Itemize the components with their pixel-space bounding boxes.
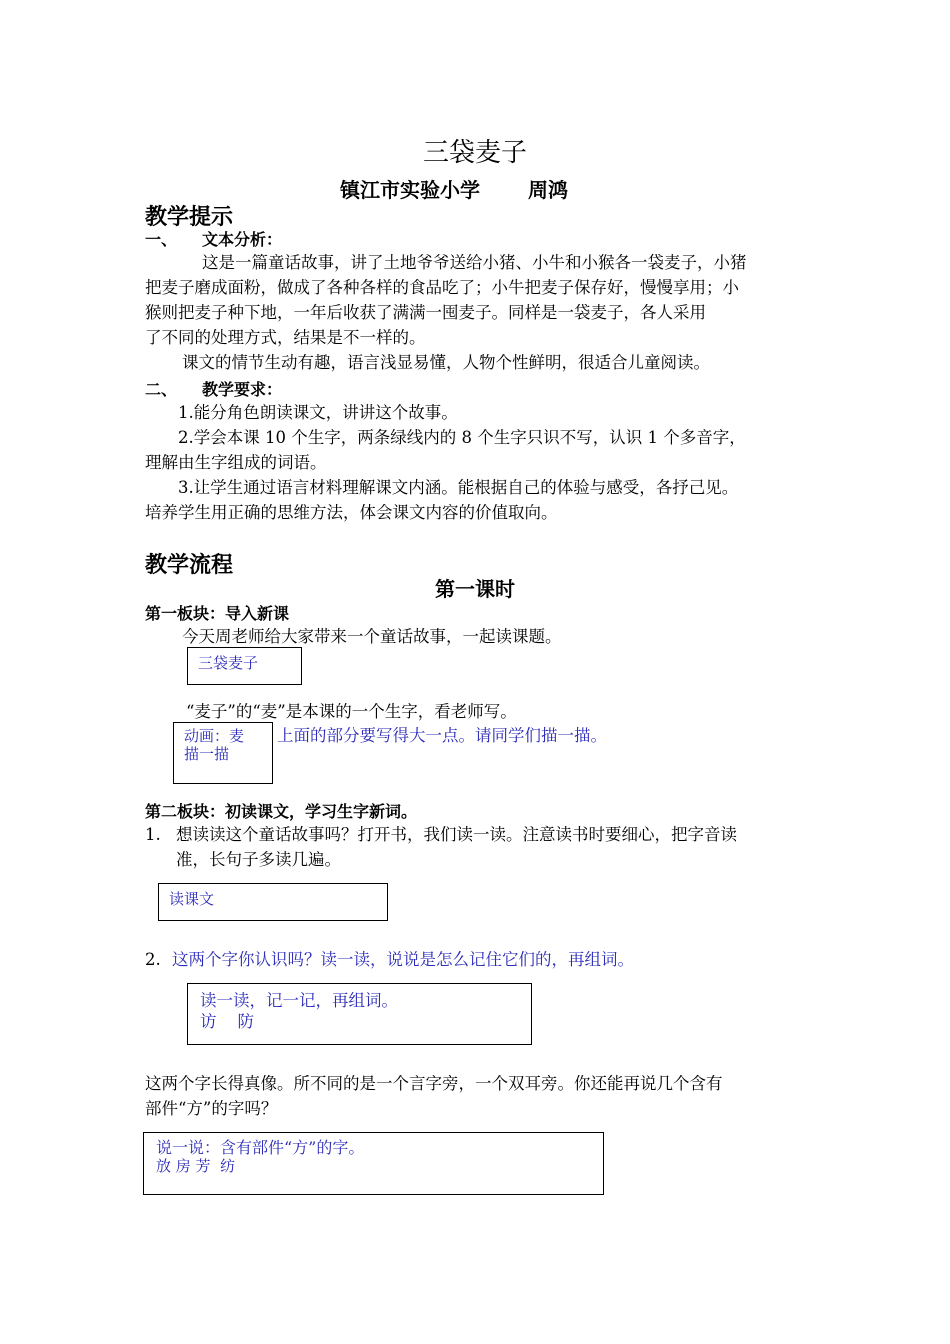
characters-box-line: 读一读，记一记，再组词。 — [200, 991, 398, 1010]
paragraph-line: 把麦子磨成面粉，做成了各种各样的食品吃了；小牛把麦子保存好，慢慢享用；小 — [145, 278, 739, 297]
block-2-title: 第二板块：初读课文，学习生字新词。 — [145, 802, 418, 821]
author-name: 周鸿 — [528, 178, 568, 202]
lesson-heading: 第一课时 — [435, 577, 515, 601]
section-heading-hints: 教学提示 — [145, 204, 234, 230]
paragraph-line: 这是一篇童话故事，讲了土地爷爷送给小猪、小牛和小猴各一袋麦子，小猪 — [202, 253, 747, 272]
fang-box-line: 说一说：含有部件“方”的字。 — [156, 1138, 365, 1157]
item-2-number: 2. — [145, 950, 161, 969]
characters-box-line: 访 防 — [200, 1012, 254, 1031]
section-2-title: 教学要求： — [202, 380, 283, 399]
animation-box — [173, 722, 273, 784]
requirement-3-line: 培养学生用正确的思维方法，体会课文内容的价值取向。 — [145, 503, 558, 522]
block-1-text: “麦子”的“麦”是本课的一个生字，看老师写。 — [186, 702, 517, 721]
block-1-text: 今天周老师给大家带来一个童话故事，一起读课题。 — [182, 627, 562, 646]
requirement-2-line: 理解由生字组成的词语。 — [145, 453, 327, 472]
animation-box-line: 描一描 — [184, 745, 230, 763]
item-2-text: 这两个字你认识吗？读一读，说说是怎么记住它们的，再组词。 — [172, 950, 634, 969]
paragraph-line: 部件“方”的字吗？ — [145, 1099, 278, 1118]
fang-component-box — [143, 1132, 604, 1195]
paragraph-line: 这两个字长得真像。所不同的是一个言字旁，一个双耳旁。你还能再说几个含有 — [145, 1074, 723, 1093]
title-box — [187, 647, 302, 685]
animation-box-line: 动画：麦 — [184, 727, 245, 745]
requirement-1: 1.能分角色朗读课文，讲讲这个故事。 — [178, 403, 458, 422]
requirement-3-line: 3.让学生通过语言材料理解课文内涵。能根据自己的体验与感受，各抒己见。 — [178, 478, 739, 497]
section-1-number: 一、 — [145, 230, 178, 249]
paragraph-line: 猴则把麦子种下地，一年后收获了满满一囤麦子。同样是一袋麦子，各人采用 — [145, 303, 706, 322]
block-1-title: 第一板块：导入新课 — [145, 604, 290, 623]
paragraph-line: 了不同的处理方式，结果是不一样的。 — [145, 328, 426, 347]
requirement-2-line: 2.学会本课 10 个生字，两条绿线内的 8 个生字只识不写，认识 1 个多音字， — [178, 428, 746, 447]
section-2-number: 二、 — [145, 380, 178, 399]
author-line — [340, 174, 568, 203]
author-school: 镇江市实验小学 — [340, 178, 480, 202]
item-1-line: 想读读这个童话故事吗？打开书，我们读一读。注意读书时要细心，把字音读 — [176, 825, 737, 844]
fang-box-line: 放 房 芳 纺 — [156, 1157, 236, 1175]
block-1-instruction: 上面的部分要写得大一点。请同学们描一描。 — [277, 726, 607, 745]
read-text-box — [158, 883, 388, 921]
item-1-number: 1. — [145, 825, 161, 844]
section-1-title: 文本分析： — [202, 230, 283, 249]
item-1-line: 准，长句子多读几遍。 — [176, 850, 341, 869]
title-box-text: 三袋麦子 — [198, 654, 259, 672]
read-text-box-label: 读课文 — [169, 890, 215, 908]
paragraph-line: 课文的情节生动有趣，语言浅显易懂，人物个性鲜明，很适合儿童阅读。 — [182, 353, 710, 372]
section-heading-flow: 教学流程 — [145, 552, 234, 578]
characters-box — [187, 983, 532, 1045]
page-title: 三袋麦子 — [422, 138, 527, 168]
